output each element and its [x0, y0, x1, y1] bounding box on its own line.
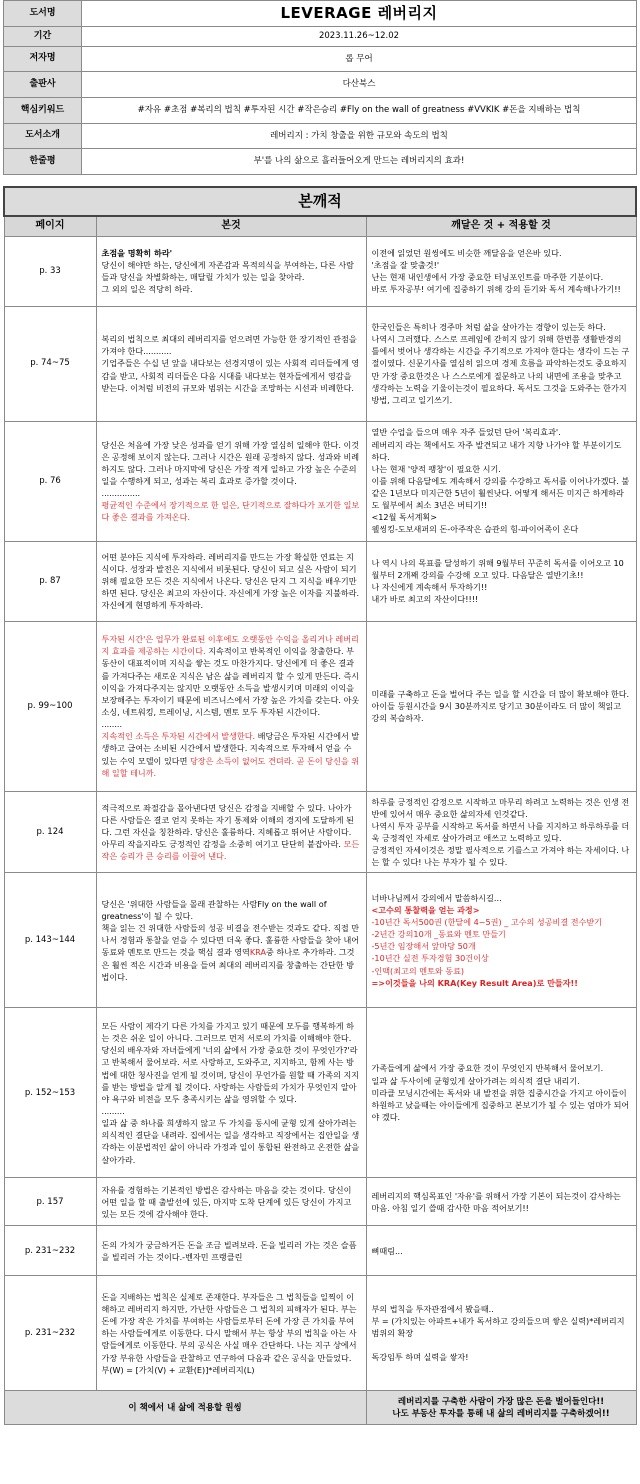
- note-paragraph: 돈의 가치가 궁금하거든 돈을 조금 빌려보라. 돈을 빌리러 가는 것은 슬픔을 빌리러 가는 것이다.-벤자민 프랭클린: [101, 1239, 357, 1262]
- apply-cell: [366, 1178, 636, 1226]
- label-publisher: 출판사: [4, 72, 82, 98]
- one-thing-answer: [366, 1391, 636, 1425]
- note-paragraph: ...............: [101, 488, 141, 499]
- label-book-title: 도서명: [4, 1, 82, 27]
- note-paragraph: 부(W) = [가치(V) + 교환(E)]*레버리지(L): [101, 1364, 255, 1375]
- note-paragraph: 한국인들은 특히나 경주마 처럼 삶을 살아가는 경향이 있는듯 하다.: [371, 322, 606, 332]
- note-paragraph: [102, 730, 361, 779]
- note-paragraph: ........: [101, 719, 123, 730]
- note-paragraph: 이전에 읽었던 원씽에도 비슷한 깨달음을 얻은바 있다.: [371, 247, 562, 258]
- note-paragraph: [372, 1339, 631, 1351]
- note-paragraph: <고수의 통찰력을 얻는 과정>: [371, 904, 480, 915]
- note-paragraph: 어떤 분야든 지식에 투자하라. 레버리지를 만드는 가장 확실한 연료는 지식이다. 성장과 발전은 지식에서 비롯된다. 당신이 되고 싶은 사람이 되기 위해 필요한 모든 것은 지식에서 나온다. 당신은 단지 그 지식을 배우기만 하면 된다. 당신은 최고의 자산이다. 자신에게 가장 높은 이자를 지불하라. 자신에게 현명하게 투자하라.: [101, 551, 360, 611]
- note-paragraph: 독강임투 하며 실력을 쌓자!: [371, 1352, 469, 1363]
- note-paragraph: 복리의 법칙으로 최대의 레버리지를 얻으려면 가능한 한 장기적인 관점을 가져야 한다...........: [101, 334, 357, 357]
- table-row: [4, 1008, 636, 1178]
- one-line-review: 부'를 나의 삶으로 흘러들어오게 만드는 레버리지의 효과!: [82, 149, 637, 175]
- note-paragraph: 모든 사람이 제각기 다른 가치를 가지고 있기 때문에 모두를 행복하게 하는 것은 쉬운 일이 아니다. 그러므로 먼저 서로의 가치를 이해해야 한다. 당신의 배우자와 자녀들에게 '너의 삶에서 가장 중요한 것이 무엇인가?'라고 반복해서 물어보라. 서로 사랑하고, 도와주고, 지지하고, 함께 사는 방법에 대한 청사진을 얻게 될 것이며, 당신이 무언가를 원할 때 가족의 지지를 받는 방법을 알게 될 것이다. 사랑하는 사람들의 가치가 무엇인지 알아야 욕구와 비전을 모두 충족시키는 삶을 영위할 수 있다.: [101, 1021, 360, 1104]
- reading-period: 2023.11.26~12.02: [82, 27, 637, 47]
- note-paragraph: 나역시 투자 공부를 시작하고 독서를 하면서 나를 지지하고 하루하루를 더욱 긍정적인 자세로 살아가려고 애쓰고 노력하고 있다.: [371, 820, 630, 843]
- note-paragraph: 긍정적인 자세이것은 정말 필사적으로 기를스고 가져야 하는 자세이다. 나는 할 수 있다! 나는 부자가 될 수 있다.: [371, 845, 630, 868]
- table-row: [4, 306, 636, 421]
- note-text: 지속적인 소득은 투자된 시간에서 발생한다.: [101, 731, 256, 742]
- page-number: p. 231~232: [4, 1226, 96, 1276]
- apply-cell: [366, 306, 636, 421]
- note-text: KRA: [249, 947, 266, 958]
- page-number: p. 99~100: [4, 621, 96, 791]
- table-row: [4, 1276, 636, 1391]
- read-cell: [96, 421, 366, 541]
- read-cell: [96, 236, 366, 306]
- note-paragraph: 일과 삶 두사이에 균형있게 살아가려는 의식적 결단 내리기.: [371, 1075, 580, 1086]
- note-text: 모든 작은 승리가 큰 승리를 이끌어 낸다.: [101, 838, 360, 862]
- read-cell: [96, 1178, 366, 1226]
- table-row: [4, 541, 636, 621]
- read-cell: [96, 541, 366, 621]
- apply-cell: [366, 873, 636, 1008]
- apply-cell: [366, 1276, 636, 1391]
- read-cell: [96, 621, 366, 791]
- note-paragraph: .........: [101, 1105, 125, 1116]
- read-cell: [96, 1008, 366, 1178]
- page-number: p. 87: [4, 541, 96, 621]
- page-number: p. 74~75: [4, 306, 96, 421]
- read-cell: [96, 1276, 366, 1391]
- label-review: 한줄평: [4, 149, 82, 175]
- note-text: 당장은 소득이 없어도 견뎌라. 곧 돈이 당신을 위해 일할 테니까.: [101, 755, 360, 778]
- page-number: p. 76: [4, 421, 96, 541]
- note-paragraph: 당신이 해야만 하는, 당신에게 자존감과 목적의식을 부여하는, 다른 사람들과 당신을 차별화하는, 매달릴 가치가 있는 일을 찾아라.: [101, 259, 354, 282]
- note-text: 배당금은 투자된 시간에서 발생하고 급여는 소비된 시간에서 발생한다. 지속적으로 투자해서 얻을 수 있는 수익 모델이 있다면: [101, 731, 360, 766]
- page-number: p. 231~232: [4, 1276, 96, 1391]
- label-author: 저자명: [4, 47, 82, 72]
- note-text: 적극적으로 좌절감을 몰아낸다면 당신은 감정을 지배할 수 있다. 나아가 다른 사람들은 결코 얻지 못하는 자기 통제와 이해의 경지에 도달하게 된다. 그런 자신을 칭찬하라. 당신은 훌륭하다. 지혜롭고 뛰어난 사람이다. 아무리 작을지라도 긍정적인 감정을 소중히 여기고 단단히 붙잡아라.: [101, 802, 354, 849]
- apply-cell: [366, 621, 636, 791]
- label-intro: 도서소개: [4, 124, 82, 149]
- column-header-apply: 깨달은 것 + 적용할 것: [366, 216, 636, 236]
- note-paragraph: 자유를 경험하는 기본적인 방법은 감사하는 마음을 갖는 것이다. 당신이 어떤 일을 할 때 출발선에 있든, 마지막 도착 단계에 있든 당신이 가지고 있는 모든 것에 감사해야 한다.: [101, 1184, 352, 1219]
- apply-cell: [366, 541, 636, 621]
- book-info-table: [3, 0, 637, 175]
- keywords: #자유 #초점 #복리의 법칙 #투자된 시간 #작은승리 #Fly on the wall of greatness #VVKIK #돈을 지배하는 법칙: [82, 98, 637, 124]
- one-thing-line: 레버리지를 구축한 사람이 가장 많은 돈을 벌어들인다!!: [397, 1396, 605, 1407]
- note-paragraph: =>이것들을 나의 KRA(Key Result Area)로 만들자!!: [371, 977, 578, 988]
- read-cell: [96, 306, 366, 421]
- note-paragraph: 돈을 지배하는 법칙은 실제로 존재한다. 부자들은 그 법칙들을 일찍이 이해하고 레버리지 하지만, 가난한 사람들은 그 법칙의 피해자가 된다. 부는 돈에 가장 작은 가치를 부여하는 사람들로부터 돈에 가장 큰 가치를 부여하는 사람들에게로 이동한다. 다시 말해서 부는 항상 부의 법칙을 아는 사람들에게로 이동한다. 부의 공식은 사실 매우 간단하다. 나는 지구 상에서 가장 부유한 사람들을 관찰하고 연구하여 다음과 같은 공식을 만들었다.: [101, 1291, 357, 1363]
- book-title: LEVERAGE 레버리지: [82, 1, 637, 27]
- note-paragraph: 나 역시 나의 목표를 달성하기 위해 9월부터 꾸준히 독서를 이어오고 10월부터 2개째 강의를 수강해 오고 있다. 다음달은 열반기초!!: [371, 557, 624, 580]
- note-paragraph: 부 = (가치있는 아파트+내가 독서하고 강의들으며 쌓은 실력)*레버리지 범위의 확장: [371, 1316, 625, 1339]
- note-paragraph: 당신은 처음에 가장 낮은 성과를 얻기 위해 가장 열심히 일해야 한다. 이것은 공정해 보이지 않는다. 그러나 시간은 원래 공정하지 않다. 성과와 비례하지도 않다. 그러나 마지막에 당신은 가장 적게 일하고 가장 높은 수준의 일을 수행하게 되고, 성과는 복리 효과로 증가할 것이다.: [101, 439, 360, 486]
- label-keywords: 핵심키워드: [4, 98, 82, 124]
- note-paragraph: 레버리지의 핵심목표인 '자유'를 위해서 가장 기본이 되는것이 감사하는 마음. 아침 일기 쓸때 감사한 마음 적어보기!!: [371, 1190, 621, 1213]
- note-paragraph: [102, 633, 361, 718]
- table-row: [4, 873, 636, 1008]
- note-paragraph: 이를 위해 다음달에도 계속해서 강의를 수강하고 독서를 이어나가겠다. 불같은 1년보다 미지근한 5년이 훨씬낫다. 어떻게 해서든 미지근 하게하라도 월부에서 최소 3년은 버티기!!: [371, 475, 630, 511]
- column-header-read: 본것: [96, 216, 366, 236]
- note-paragraph: <12월 독서계획>: [371, 512, 438, 523]
- note-paragraph: 나 자신에게 계속해서 투자하기!!: [371, 582, 488, 592]
- note-paragraph: 뼈때림...: [371, 1245, 403, 1256]
- apply-cell: [366, 1226, 636, 1276]
- note-paragraph: 당신은 '위대한 사람들을 몰래 관찰하는 사람Fly on the wall of greatness'이 될 수 있다.: [101, 898, 327, 921]
- note-paragraph: -2년간 강의10개 _동료와 멘토 만들기: [371, 929, 506, 940]
- note-paragraph: 열반 수업을 들으며 매우 자주 들었던 단어 '복리효과'.: [371, 427, 561, 438]
- table-row: [4, 621, 636, 791]
- note-paragraph: 레버리지 라는 책에서도 자주 발견되고 내가 지향 나가야 할 부분이기도 하다.: [371, 439, 622, 462]
- note-paragraph: 웰씽킹-도보새퍼의 돈-아주작은 습관의 힘-파이어족이 온다: [371, 524, 579, 535]
- table-row: [4, 1226, 636, 1276]
- column-header-page: 페이지: [4, 216, 96, 236]
- notes-rows: [4, 236, 636, 1391]
- note-paragraph: 기업주들은 수십 년 앞을 내다보는 선경지명이 있는 사회적 리더들에게 영감을 받고, 사회적 리더들은 다음 시대를 내다보는 현자들에게서 영감을 받는다. 이처럼 비전의 규모와 범위는 시간을 조망하는 시선과 비례한다.: [101, 358, 360, 393]
- page-number: p. 33: [4, 236, 96, 306]
- note-paragraph: 가족들에게 삶에서 가장 중요한 것이 무엇인지 반복해서 물어보기.: [371, 1063, 604, 1074]
- apply-cell: [366, 791, 636, 873]
- note-text: 지속적이고 반복적인 이익을 창출한다. 부동산이 대표적이며 지식을 쌓는 것도 마찬가지다. 당신에게 더 좋은 결과를 가져다주는 새로운 지식은 남은 삶을 레버리지 할 수 있게 만든다. 즉시 이익을 가져다주지는 않지만 오랫동안 소득을 발생시키며 미래의 이익을 보장해주는 투자이기 때문에 비즈니스에서 가장 높은 가치를 갖는다. 아웃소싱, 네트워킹, 트레이닝, 시스템, 멘토 모두 투자된 시간이다.: [101, 646, 360, 717]
- book-intro: 레버리지 : 가치 창출을 위한 규모와 속도의 법칙: [82, 124, 637, 149]
- note-paragraph: 나는 현재 '양적 팽창'이 필요한 시기.: [371, 463, 501, 474]
- note-paragraph: 너바나님께서 강의에서 말씀하시길...: [371, 892, 502, 903]
- note-paragraph: 미래를 구축하고 돈을 벌어다 주는 일을 할 시간을 더 많이 확보해야 한다. 아이들 등원시간을 9시 30분까지로 당기고 30분이라도 더 많이 책읽고 강의 복습하자.: [371, 688, 630, 724]
- note-text: 투자된 시간'은 업무가 완료된 이후에도 오랫동안 수익을 올리거나 레버리지 효과를 제공하는 시간이다.: [101, 634, 359, 657]
- note-paragraph: 나역시 그러했다. 스스로 프레임에 갇히지 않기 위해 한번쯤 생활반경의 틀에서 벗어나 생각하는 시간을 주기적으로 가져야 한다는 생각이 드는 구절이였다. 신문기사를 열심히 읽으며 경제 흐름을 파악하는것도 중요하지만 가장 중요한것은 나 스스로에게 질문하고 나의 내면에 조용을 맞추고 생각하는 노력을 기울이는것이 필요하다. 독서도 그것을 도와주는 한가지 방법, 그리고 일기쓰기.: [371, 334, 630, 405]
- note-paragraph: 난는 현재 내인생에서 가장 중요한 터닝포인트를 마주한 기분이다.: [371, 272, 604, 282]
- apply-cell: [366, 1008, 636, 1178]
- table-row: [4, 421, 636, 541]
- page-number: p. 157: [4, 1178, 96, 1226]
- table-row: [4, 1178, 636, 1226]
- note-paragraph: -5년간 임장해서 앞마당 50개: [371, 941, 476, 952]
- note-paragraph: 부의 법칙을 투자관점에서 봤을때..: [371, 1304, 494, 1315]
- note-paragraph: 일과 삶 중 하나를 희생하지 않고 두 가치를 동시에 균형 있게 살아가려는 의식적인 결단을 내려라. 집에서는 일을 생각하고 직장에서는 집안일을 생각하는 이분법적인 삶이 아니라 가정과 일이 통합된 완전하고 온전한 삶을 살아가라.: [101, 1118, 360, 1165]
- table-row: [4, 791, 636, 873]
- read-cell: [96, 791, 366, 873]
- note-paragraph: 그 외의 일은 적당히 하라.: [101, 284, 193, 295]
- read-cell: [96, 1226, 366, 1276]
- note-paragraph: -10년간 실전 투자경험 30건이상: [371, 953, 489, 964]
- read-cell: [96, 873, 366, 1008]
- note-text: 중 하나로 추가하라. 그것은 훨씬 적은 시간과 비용을 들여 최대의 레버리지를 창출하는 간단한 방법이다.: [101, 947, 355, 982]
- note-paragraph: 초점을 명확히 하라': [101, 247, 173, 258]
- note-paragraph: '초점을 잘 맞출것!': [371, 259, 440, 270]
- note-paragraph: 평균적인 수준에서 장기적으로 한 일은, 단기적으로 잘하다가 포기한 일보다 좋은 결과를 가져온다.: [101, 500, 360, 523]
- note-paragraph: 내가 바로 최고의 자산이다!!!!: [371, 594, 479, 605]
- page-number: p. 152~153: [4, 1008, 96, 1178]
- notes-table: [3, 186, 637, 1425]
- table-row: [4, 236, 636, 306]
- section-gap: [0, 175, 640, 186]
- one-thing-label: 이 책에서 내 삶에 적용할 원씽: [4, 1391, 366, 1425]
- note-paragraph: 하루를 긍정적인 감정으로 시작하고 마무리 하려고 노력하는 것은 인생 전반에 있어서 매우 중요한 삶의자세 인것같다.: [371, 796, 630, 819]
- apply-cell: [366, 421, 636, 541]
- note-paragraph: [102, 802, 361, 863]
- page-number: p. 143~144: [4, 873, 96, 1008]
- label-period: 기간: [4, 27, 82, 47]
- one-thing-line: 나도 부동산 투자를 통해 내 삶의 레버리지를 구축하겠어!!: [392, 1408, 610, 1419]
- apply-cell: [366, 236, 636, 306]
- note-text: 책을 읽는 건 위대한 사람들의 성공 비결을 전수받는 것과도 같다. 직접 만나서 경험과 통찰을 얻을 수 있다면 더욱 좋다. 훌륭한 사람들을 찾아 내어 동료와 멘토로 만드는 것을 핵심 결과 영역: [101, 923, 360, 958]
- page-number: p. 124: [4, 791, 96, 873]
- note-paragraph: 바로 투자공부! 여기에 집중하기 위해 강의 듣기와 독서 계속해나가기!!: [371, 284, 621, 295]
- note-paragraph: -10년간 독서500권 (한달에 4~5권) _ 고수의 성공비결 전수받기: [371, 917, 602, 928]
- author-name: 롭 무어: [82, 47, 637, 72]
- note-paragraph: -인맥(최고의 멘토와 동료): [371, 965, 465, 976]
- note-paragraph: [102, 922, 361, 983]
- note-paragraph: 미라클 모닝시간에는 독서와 내 발전을 위한 집중시간을 가지고 아이들이 하원하고 났을때는 아이들에게 집중하고 본보기가 될 수 있는 엄마가 되어야 겠다.: [371, 1087, 630, 1123]
- publisher-name: 다산북스: [82, 72, 637, 98]
- section-title: 본깨적: [4, 187, 636, 216]
